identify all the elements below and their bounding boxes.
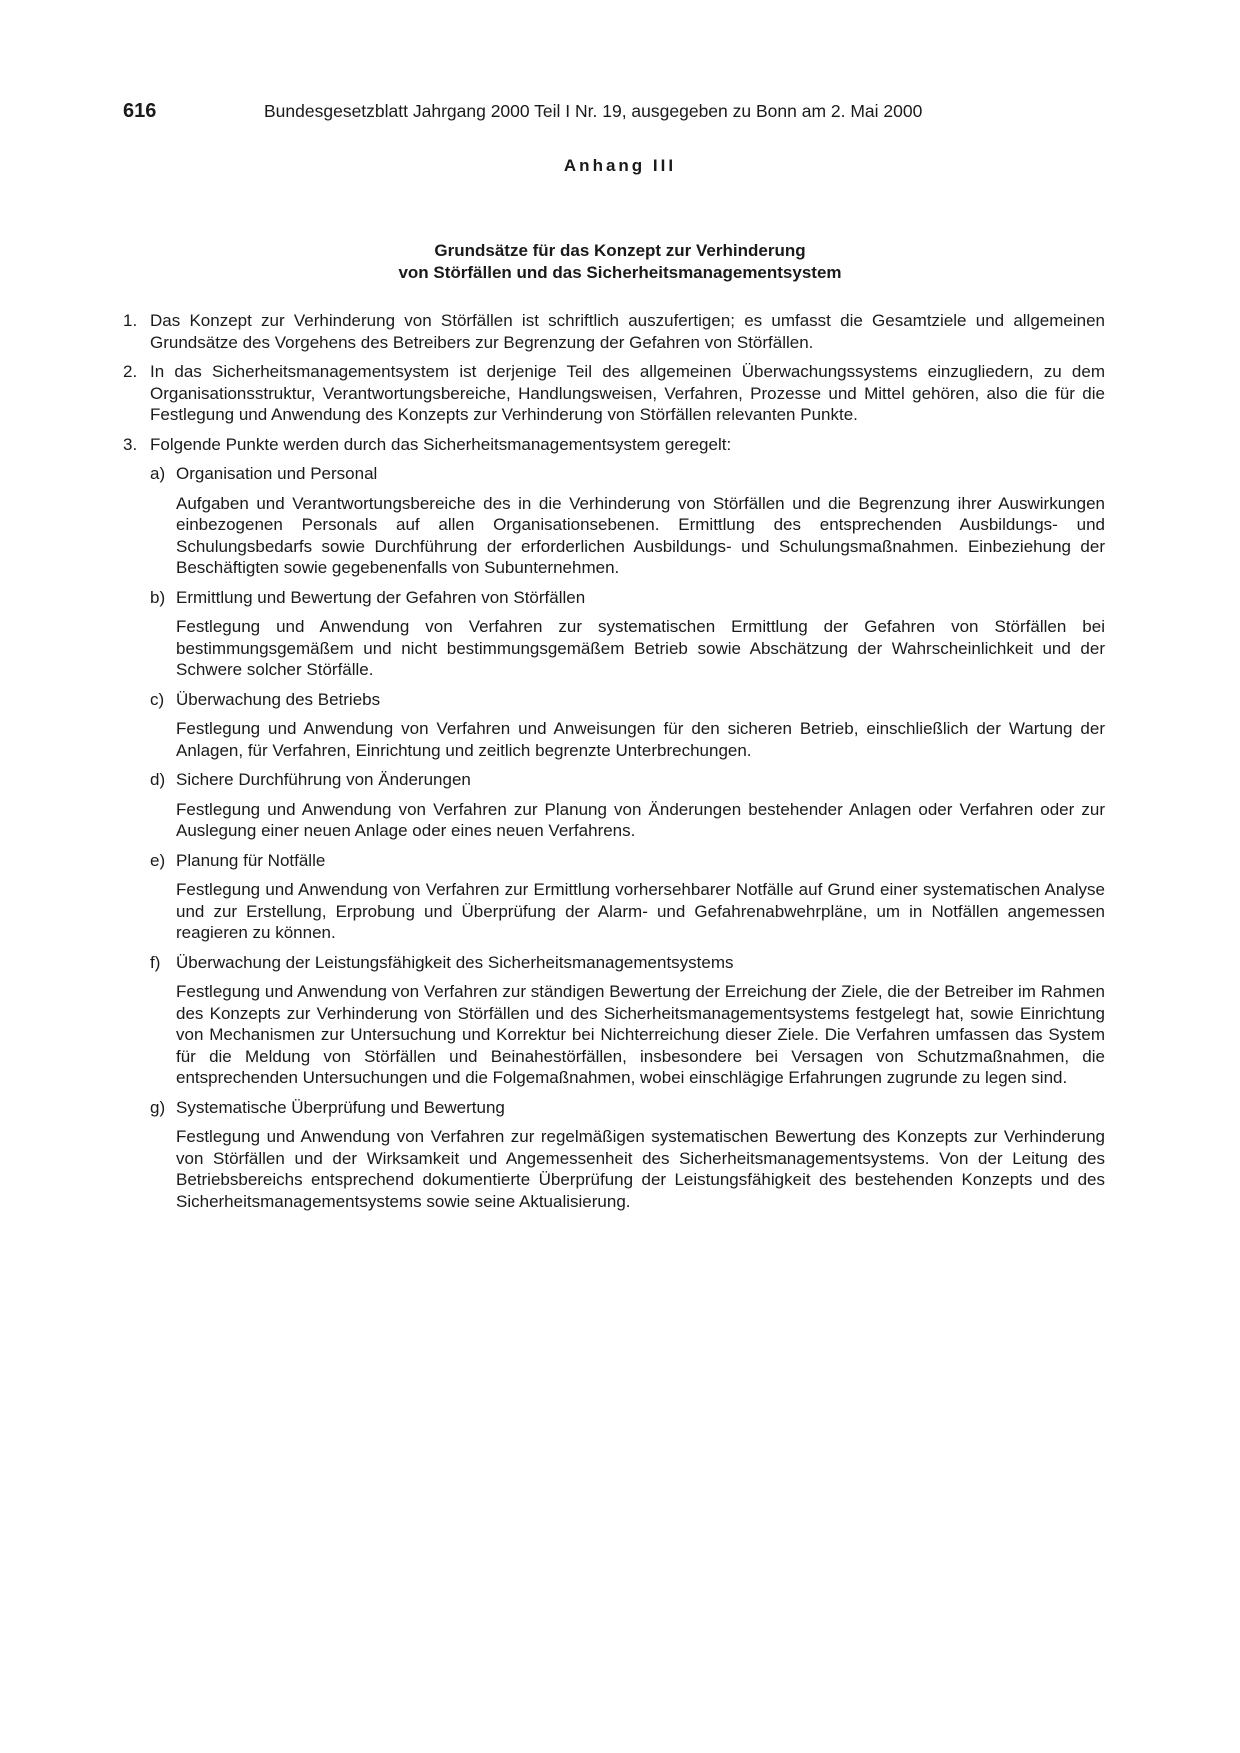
subpoint-text: Aufgaben und Verantwortungsbereiche des in die Verhinderung von Störfällen und die Begrenzung ihrer Auswirkungen einbezogenen Personals auf allen Organisationsebenen. Ermittlung des entsprechenden Ausbildungs- und Schulungsbedarfs sowie Durchführung der erforderlichen Ausbildungs- und Schulungsmaßnahmen. Einbeziehung der Beschäftigten sowie gegebenenfalls von Subunternehmen. (176, 493, 1105, 577)
section-title (0, 240, 1240, 284)
subpoint-letter: a) (150, 464, 166, 483)
subpoint-letter: f) (150, 952, 161, 972)
subpoint-letter: e) (150, 850, 166, 870)
subpoint-c (123, 689, 1105, 762)
subpoint-text: Festlegung und Anwendung von Verfahren zur systematischen Ermittlung der Gefahren von Störfällen bei bestimmungsgemäßem und nicht bestimmungsgemäßem Betrieb sowie Abschätzung der Wahrscheinlichkeit und der Schwere solcher Störfälle. (176, 617, 1105, 679)
annex-title: Anhang III (563, 156, 677, 175)
point-text: Folgende Punkte werden durch das Sicherheitsmanagementsystem geregelt: (150, 434, 732, 454)
subpoint-heading: Überwachung der Leistungsfähigkeit des Sicherheitsmanagementsystems (176, 952, 734, 972)
subpoint-f (123, 952, 1105, 1089)
point-2 (123, 361, 1105, 426)
subpoint-g (123, 1097, 1105, 1213)
page-header (123, 100, 1123, 124)
section-title-line-2: von Störfällen und das Sicherheitsmanagementsystem (398, 263, 842, 282)
point-number: 2. (123, 362, 138, 381)
point-1 (123, 310, 1105, 353)
subpoint-text: Festlegung und Anwendung von Verfahren zur regelmäßigen systematischen Bewertung des Konzepts zur Verhinderung von Störfällen und der Wirksamkeit und Angemessenheit des Sicherheitsmanagementsystems. Von der Leitung des Betriebsbereichs entsprechend dokumentierte Überprüfung der Leistungsfähigkeit des bestehenden Konzepts und des Sicherheitsmanagementsystems sowie seine Aktualisierung. (176, 1127, 1105, 1211)
point-number: 3. (123, 434, 138, 454)
subpoint-letter: g) (150, 1097, 166, 1117)
subpoint-b (123, 587, 1105, 681)
subpoint-heading: Ermittlung und Bewertung der Gefahren von Störfällen (176, 587, 586, 607)
subpoint-d (123, 769, 1105, 842)
section-title-line-1: Grundsätze für das Konzept zur Verhinderung (434, 241, 806, 260)
point-text: Das Konzept zur Verhinderung von Störfällen ist schriftlich auszufertigen; es umfasst die Gesamtziele und allgemeinen Grundsätze des Vorgehens des Betreibers zur Begrenzung der Gefahren von Störfällen. (150, 311, 1105, 352)
subpoint-letter: c) (150, 689, 165, 709)
subpoint-list (123, 463, 1105, 1212)
subpoint-text: Festlegung und Anwendung von Verfahren zur Planung von Änderungen bestehender Anlagen oder Verfahren oder zur Auslegung einer neuen Anlage oder eines neuen Verfahrens. (176, 799, 1105, 840)
subpoint-heading: Planung für Notfälle (176, 850, 326, 870)
point-text: In das Sicherheitsmanagementsystem ist derjenige Teil des allgemeinen Überwachungssystems einzugliedern, zu dem Organisationsstruktur, Verantwortungsbereiche, Handlungsweisen, Verfahren, Prozesse und Mittel gehören, also die für die Festlegung und Anwendung des Konzepts zur Verhinderung von Störfällen relevanten Punkte. (150, 362, 1105, 424)
running-head: Bundesgesetzblatt Jahrgang 2000 Teil I Nr. 19, ausgegeben zu Bonn am 2. Mai 2000 (264, 101, 923, 121)
subpoint-heading: Systematische Überprüfung und Bewertung (176, 1097, 505, 1117)
subpoint-letter: d) (150, 770, 166, 789)
subpoint-text: Festlegung und Anwendung von Verfahren zur Ermittlung vorhersehbarer Notfälle auf Grund einer systematischen Analyse und zur Erstellung, Erprobung und Überprüfung der Alarm- und Gefahrenabwehrpläne, um in Notfällen angemessen reagieren zu können. (176, 880, 1105, 942)
subpoint-text: Festlegung und Anwendung von Verfahren und Anweisungen für den sicheren Betrieb, einschließlich der Wartung der Anlagen, für Verfahren, Einrichtung und zeitlich begrenzte Unterbrechungen. (176, 719, 1105, 760)
subpoint-heading: Organisation und Personal (176, 464, 378, 483)
point-3 (123, 434, 1105, 1213)
subpoint-e (123, 850, 1105, 944)
subpoint-heading: Sichere Durchführung von Änderungen (176, 770, 471, 789)
subpoint-text: Festlegung und Anwendung von Verfahren zur ständigen Bewertung der Erreichung der Ziele, die der Betreiber im Rahmen des Konzepts zur Verhinderung von Störfällen und des Sicherheitsmanagementsystems festgelegt hat, sowie Einrichtung von Mechanismen zur Untersuchung und Korrektur bei Nichterreichung dieser Ziele. Die Verfahren umfassen das System für die Meldung von Störfällen und Beinahestörfällen, insbesondere bei Versagen von Schutzmaßnahmen, die entsprechenden Untersuchungen und die Folgemaßnahmen, wobei einschlägige Erfahrungen zugrunde zu legen sind. (176, 982, 1105, 1087)
subpoint-letter: b) (150, 587, 166, 607)
page-number: 616 (123, 100, 157, 122)
point-number: 1. (123, 311, 138, 330)
subpoint-heading: Überwachung des Betriebs (176, 689, 381, 709)
document-body (123, 310, 1105, 1220)
subpoint-a (123, 463, 1105, 579)
